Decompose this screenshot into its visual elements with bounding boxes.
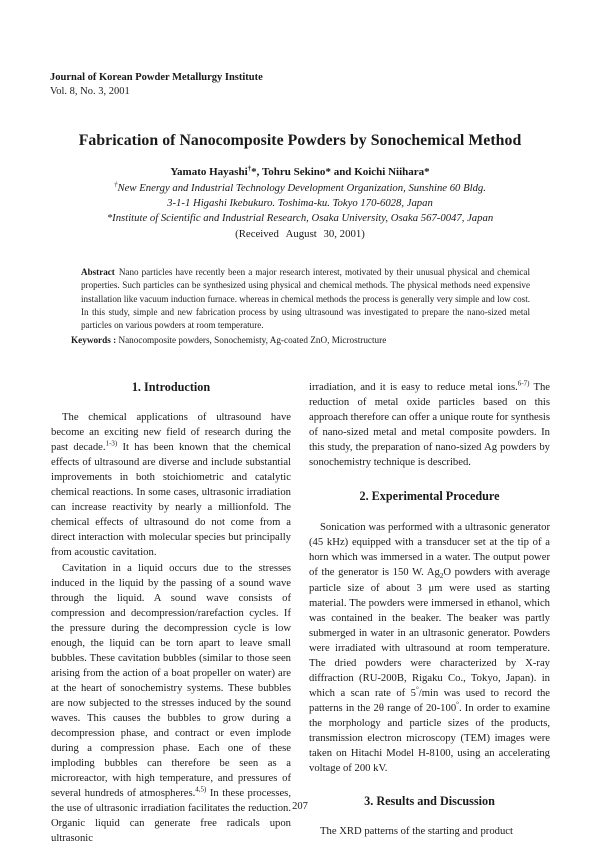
affiliation-line: †New Energy and Industrial Technology Development Organization, Sunshine 60 Bldg.: [114, 180, 486, 194]
author-mark: *: [424, 166, 430, 178]
author-mark: *: [251, 166, 257, 178]
keywords: [71, 335, 531, 345]
author-separator: and: [330, 166, 355, 178]
author-name: Koichi Niihara: [354, 166, 425, 178]
section-heading: 3. Results and Discussion: [364, 794, 495, 809]
keywords-label: Keywords :: [71, 335, 117, 345]
affiliation-line: 3-1-1 Higashi Ikebukuro. Toshima-ku. Tokyo 170-6028, Japan: [167, 197, 433, 209]
paragraph: Sonication was performed with a ultrasonic generator (45 kHz) equipped with a transducer set at the tip of a horn which was immersed in a water. The output power of the generator is 150 W. $Ag_2O$ powders with average particle size of about 3 μm were used as starting material. The powders were immersed in ethanol, which was contained in the beaker. The beaker was partly submerged in water in an ultrasonic generator. Powders were irradiated with ultrasound at room temperature. The dried powders were characterized by X-ray diffraction (RU-200B, Rigaku Co., Tokyo, Japan). in which a scan rate of 5°/min was used to record the patterns in the 2θ range of 20-100°. In order to examine the morphology and particle sizes of the products, transmission electron microscopy (TEM) images were taken on Hitachi Model H-8100, using an accelerating voltage of 200 kV.: [309, 522, 550, 775]
paragraph: Cavitation in a liquid occurs due to the stresses induced in the liquid by the passing of a sound wave through the liquid. A sound wave consists of compression and decompression/rarefaction cycles. If the pressure during the decompression cycle is low enough, the liquid can be torn apart to leave small bubbles. These cavitation bubbles (similar to those seen arising from the action of a boat propeller on water) are at the heart of sonochemistry systems. These bubbles are now subjected to the stresses induced by the sound waves. This causes the bubbles to grow during a decompression phase, and contract or even implode during a compression phase. Each one of these imploding bubbles can therefore be seen as a microreactor, with high temperature, and pressures of several hundreds of atmospheres.$^{4,5)}$ In these processes, the use of ultrasonic irradiation facilitates the reduction. Organic liquid can generate free radicals upon ultrasonic: [51, 562, 291, 845]
abstract: [81, 266, 530, 332]
abstract-label: Abstract: [81, 267, 115, 277]
affiliation-line: *Institute of Scientific and Industrial Research, Osaka University, Osaka 567-0047, Japan: [106, 212, 494, 224]
journal-name: Journal of Korean Powder Metallurgy Institute: [50, 72, 263, 83]
keywords-text: Nanocomposite powders, Sonochemisty, Ag-coated ZnO, Microstructure: [116, 335, 387, 345]
left-column: [51, 380, 291, 846]
section-heading: 1. Introduction: [131, 380, 211, 394]
author-name: Yamato Hayashi: [170, 166, 248, 178]
author-separator: ,: [256, 166, 262, 178]
received-date: (Received August 30, 2001): [235, 228, 365, 240]
abstract-text: Nano particles have recently been a major research interest, motivated by their unusual physical and chemical properties. Such particles can be synthesized using physical and chemical methods. The physical methods need expensive installation like vacuum induction furnace. whereas in chemical methods the process is generally very simple and low cost. In this study, simple and new fabrication process by using ultrasound was investigated to prepare the nano-sized metal particles on various powders at room temperature.: [81, 267, 530, 331]
section-heading: 2. Experimental Procedure: [359, 489, 500, 504]
paragraph: irradiation, and it is easy to reduce metal ions.$^{6-7)}$ The reduction of metal oxide particles based on this approach therefore can offer a unique route for synthesis of nano-sized metal and metal composite powders. In this study, the preparation of nano-sized Ag powders by sonochemistry technique is described.: [309, 379, 551, 469]
journal-volume: Vol. 8, No. 3, 2001: [50, 86, 130, 97]
author-mark: *: [325, 166, 331, 178]
author-name: Tohru Sekino: [261, 166, 326, 178]
affiliation-mark: *: [106, 212, 113, 224]
paper-title: Fabrication of Nanocomposite Powders by Sonochemical Method: [78, 132, 522, 149]
page-number: 207: [292, 801, 308, 812]
affiliation-mark: †: [114, 180, 118, 189]
right-column: [309, 380, 550, 839]
paragraph: The XRD patterns of the starting and product: [320, 826, 513, 838]
author-list: [0, 166, 600, 178]
journal-header: [50, 71, 263, 99]
paragraph: The chemical applications of ultrasound have become an exciting new field of research during the past decade.$^{1-3)}$ It has been known that the chemical effects of ultrasound are diverse and include substantial improvements in both stoichiometric and catalytic chemical reactions. In some cases, ultrasonic irradiation can increase reactivity by nearly a millionfold. The chemical effects of ultrasound do not come from a direct interaction with molecular species but principally from acoustic cavitation.: [51, 412, 291, 559]
author-mark: †: [247, 164, 252, 173]
